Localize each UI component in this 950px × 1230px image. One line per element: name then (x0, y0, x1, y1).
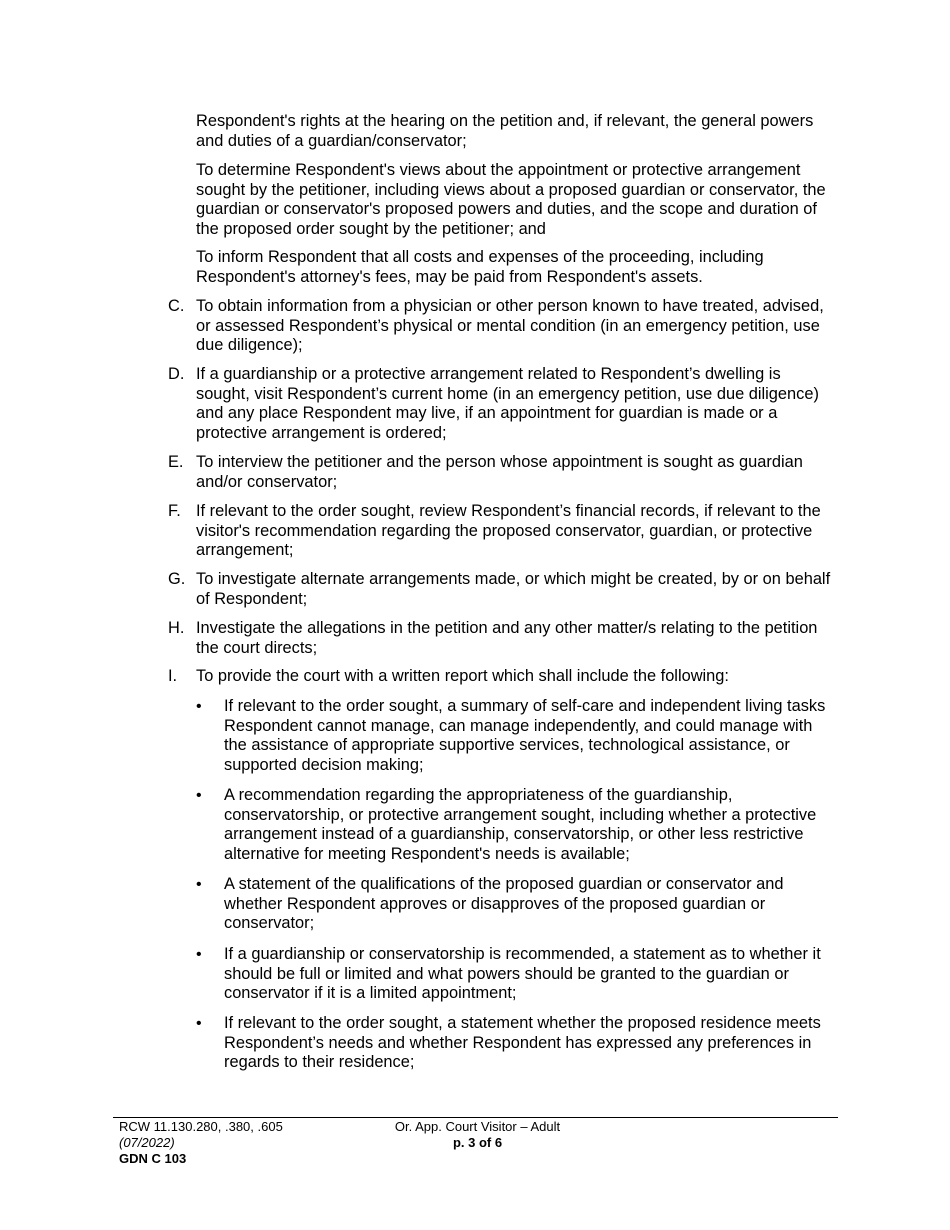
bullet-text: If a guardianship or conservatorship is recommended, a statement as to whether it should be full or limited and what powers should be granted to the guardian or conservator if it is a limited appointment; (224, 945, 821, 1003)
bullet-item-qualifications (196, 875, 838, 934)
footer-form-title: Or. App. Court Visitor – Adult (394, 1119, 561, 1134)
bullet-icon: • (196, 1015, 202, 1032)
bullet-text: A statement of the qualifications of the proposed guardian or conservator and whether Respondent approves or disapproves of the proposed guardian or conservator; (224, 875, 784, 933)
list-item-d (168, 365, 838, 444)
list-item-h (168, 619, 838, 658)
list-item-letter: E. (168, 453, 184, 471)
list-item-text: To interview the petitioner and the person whose appointment is sought as guardian and/or conservator; (196, 453, 803, 491)
list-item-letter: D. (168, 365, 185, 383)
footer-form-code: GDN C 103 (119, 1151, 187, 1166)
list-item-i (168, 667, 838, 687)
bullet-icon: • (196, 876, 202, 893)
list-item-letter: H. (168, 619, 185, 637)
bullet-text: If relevant to the order sought, a statement whether the proposed residence meets Respondent’s needs and whether Respondent has expressed any preferences in regards to their residence; (224, 1014, 821, 1072)
bullet-item-recommendation (196, 786, 838, 865)
list-item-text: To obtain information from a physician or other person known to have treated, advised, or assessed Respondent’s physical or mental condition (in an emergency petition, use due diligence); (196, 297, 824, 355)
list-item-text: Investigate the allegations in the petition and any other matter/s relating to the petition the court directs; (196, 619, 818, 657)
list-item-letter: F. (168, 502, 181, 520)
list-item-e (168, 453, 838, 492)
bullet-icon: • (196, 946, 202, 963)
list-item-text: To investigate alternate arrangements made, or which might be created, by or on behalf of Respondent; (196, 570, 831, 608)
list-item-letter: G. (168, 570, 186, 588)
list-item-text: If relevant to the order sought, review Respondent’s financial records, if relevant to the visitor's recommendation regarding the proposed conservator, guardian, or protective arrangement; (196, 502, 821, 560)
bullet-item-self-care (196, 697, 838, 776)
list-item-f (168, 502, 838, 561)
list-item-letter: C. (168, 297, 185, 315)
bullet-text: A recommendation regarding the appropriateness of the guardianship, conservatorship, or protective arrangement sought, including whether a protective arrangement instead of a guardianship, conservatorship, or other less restrictive alternative for meeting Respondent's needs is available; (224, 786, 817, 864)
list-item-c (168, 297, 838, 356)
intro-paragraph-costs: To inform Respondent that all costs and expenses of the proceeding, including Respondent's attorney's fees, may be paid from Respondent's assets. (196, 248, 764, 286)
footer-divider (113, 1117, 838, 1118)
bullet-text: If relevant to the order sought, a summary of self-care and independent living tasks Respondent cannot manage, can manage independently, and could manage with the assistance of appropriate supportive services, technological assistance, or supported decision making; (224, 697, 826, 775)
bullet-icon: • (196, 698, 202, 715)
footer-center (370, 1119, 585, 1151)
bullet-icon: • (196, 787, 202, 804)
list-item-text: If a guardianship or a protective arrangement related to Respondent’s dwelling is sought, visit Respondent’s current home (in an emergency petition, use due diligence) and any place Respondent may live, if an appointment for guardian is made or a protective arrangement is ordered; (196, 365, 819, 443)
list-item-g (168, 570, 838, 609)
bullet-item-residence (196, 1014, 838, 1073)
footer-page-number: p. 3 of 6 (452, 1135, 503, 1150)
footer-date: (07/2022) (119, 1135, 175, 1150)
footer-left (119, 1119, 379, 1167)
list-item-text: To provide the court with a written report which shall include the following: (196, 667, 729, 685)
bullet-item-full-or-limited (196, 945, 838, 1004)
footer-statute: RCW 11.130.280, .380, .605 (119, 1119, 283, 1134)
list-item-letter: I. (168, 667, 178, 685)
intro-paragraph-views: To determine Respondent's views about the appointment or protective arrangement sought by the petitioner, including views about a proposed guardian or conservator, the guardian or conservator's proposed powers and duties, and the scope and duration of the proposed order sought by the petitioner; and (196, 161, 826, 239)
intro-paragraph-rights: Respondent's rights at the hearing on the petition and, if relevant, the general powers and duties of a guardian/conservator; (196, 112, 814, 150)
